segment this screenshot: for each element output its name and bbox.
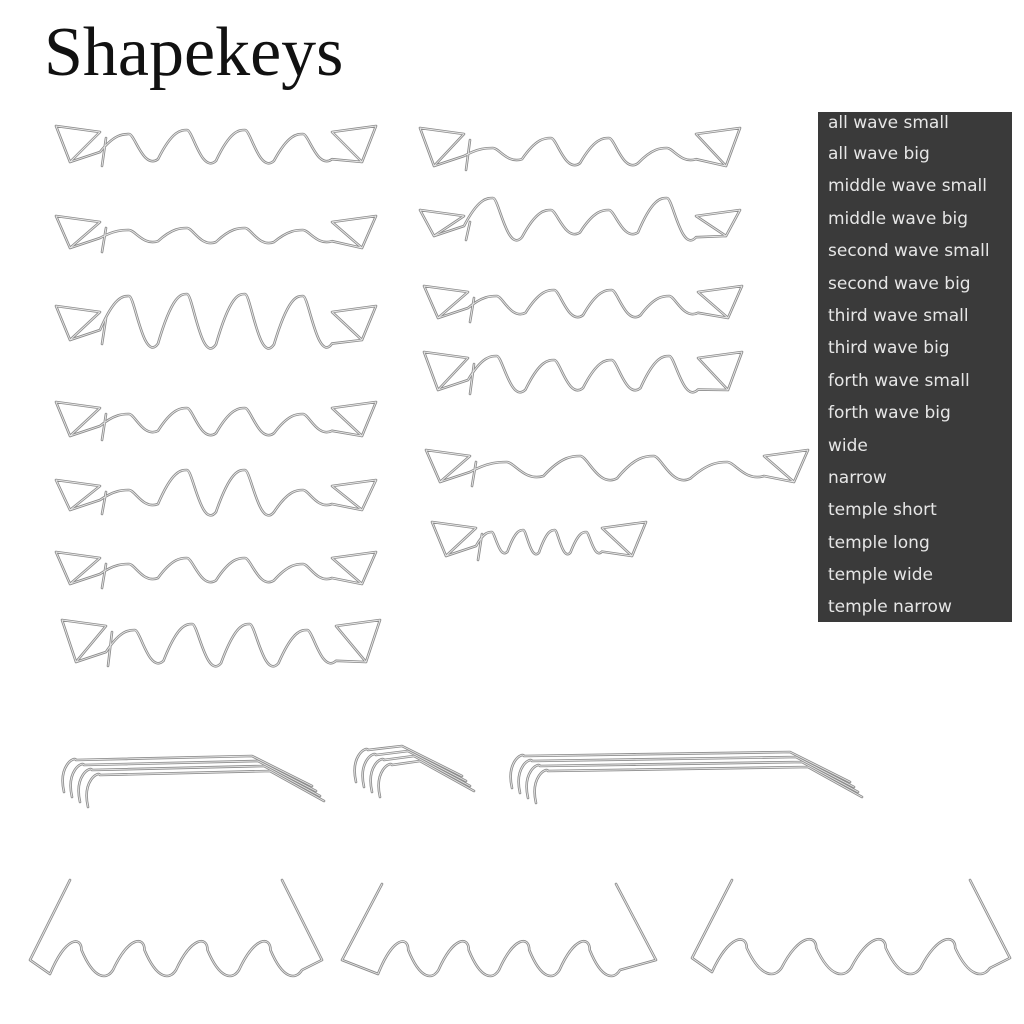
wire-spring (56, 552, 376, 588)
wire-spring (424, 286, 742, 322)
wire-front-view (692, 880, 1010, 974)
shapekey-item[interactable]: temple short (828, 500, 937, 521)
wire-temple (511, 752, 862, 803)
shapekey-item[interactable]: wide (828, 435, 868, 456)
wire-spring (56, 402, 376, 440)
wire-spring (420, 128, 740, 170)
shapekey-item[interactable]: temple narrow (828, 597, 952, 618)
wire-spring (56, 126, 376, 166)
wire-temple (63, 756, 324, 807)
shapekey-item[interactable]: third wave small (828, 305, 969, 326)
shapekey-item[interactable]: temple long (828, 532, 930, 553)
wire-spring (62, 620, 380, 666)
wire-temple (355, 746, 474, 797)
shapekey-item[interactable]: second wave big (828, 273, 971, 294)
wire-spring (56, 294, 376, 348)
page-title: Shapekeys (44, 14, 344, 91)
wire-spring (56, 216, 376, 252)
shapekey-item[interactable]: narrow (828, 467, 887, 488)
wire-front-view (342, 884, 656, 976)
shapekey-item[interactable]: forth wave big (828, 403, 951, 424)
wire-spring (426, 450, 808, 486)
wire-spring (432, 522, 646, 560)
wire-spring (420, 198, 740, 240)
wire-spring (56, 470, 376, 515)
shapekey-item[interactable]: forth wave small (828, 370, 970, 391)
shapekey-item[interactable]: third wave big (828, 338, 950, 359)
shapekey-item[interactable]: temple wide (828, 565, 933, 586)
wire-spring (424, 352, 742, 394)
shapekey-item[interactable]: middle wave big (828, 208, 969, 229)
shapekey-item[interactable]: middle wave small (828, 176, 987, 197)
shapekey-item[interactable]: all wave big (828, 144, 930, 164)
shapekey-item[interactable]: second wave small (828, 241, 990, 262)
shapekey-item[interactable]: all wave small (828, 113, 949, 133)
wire-front-view (30, 880, 322, 976)
